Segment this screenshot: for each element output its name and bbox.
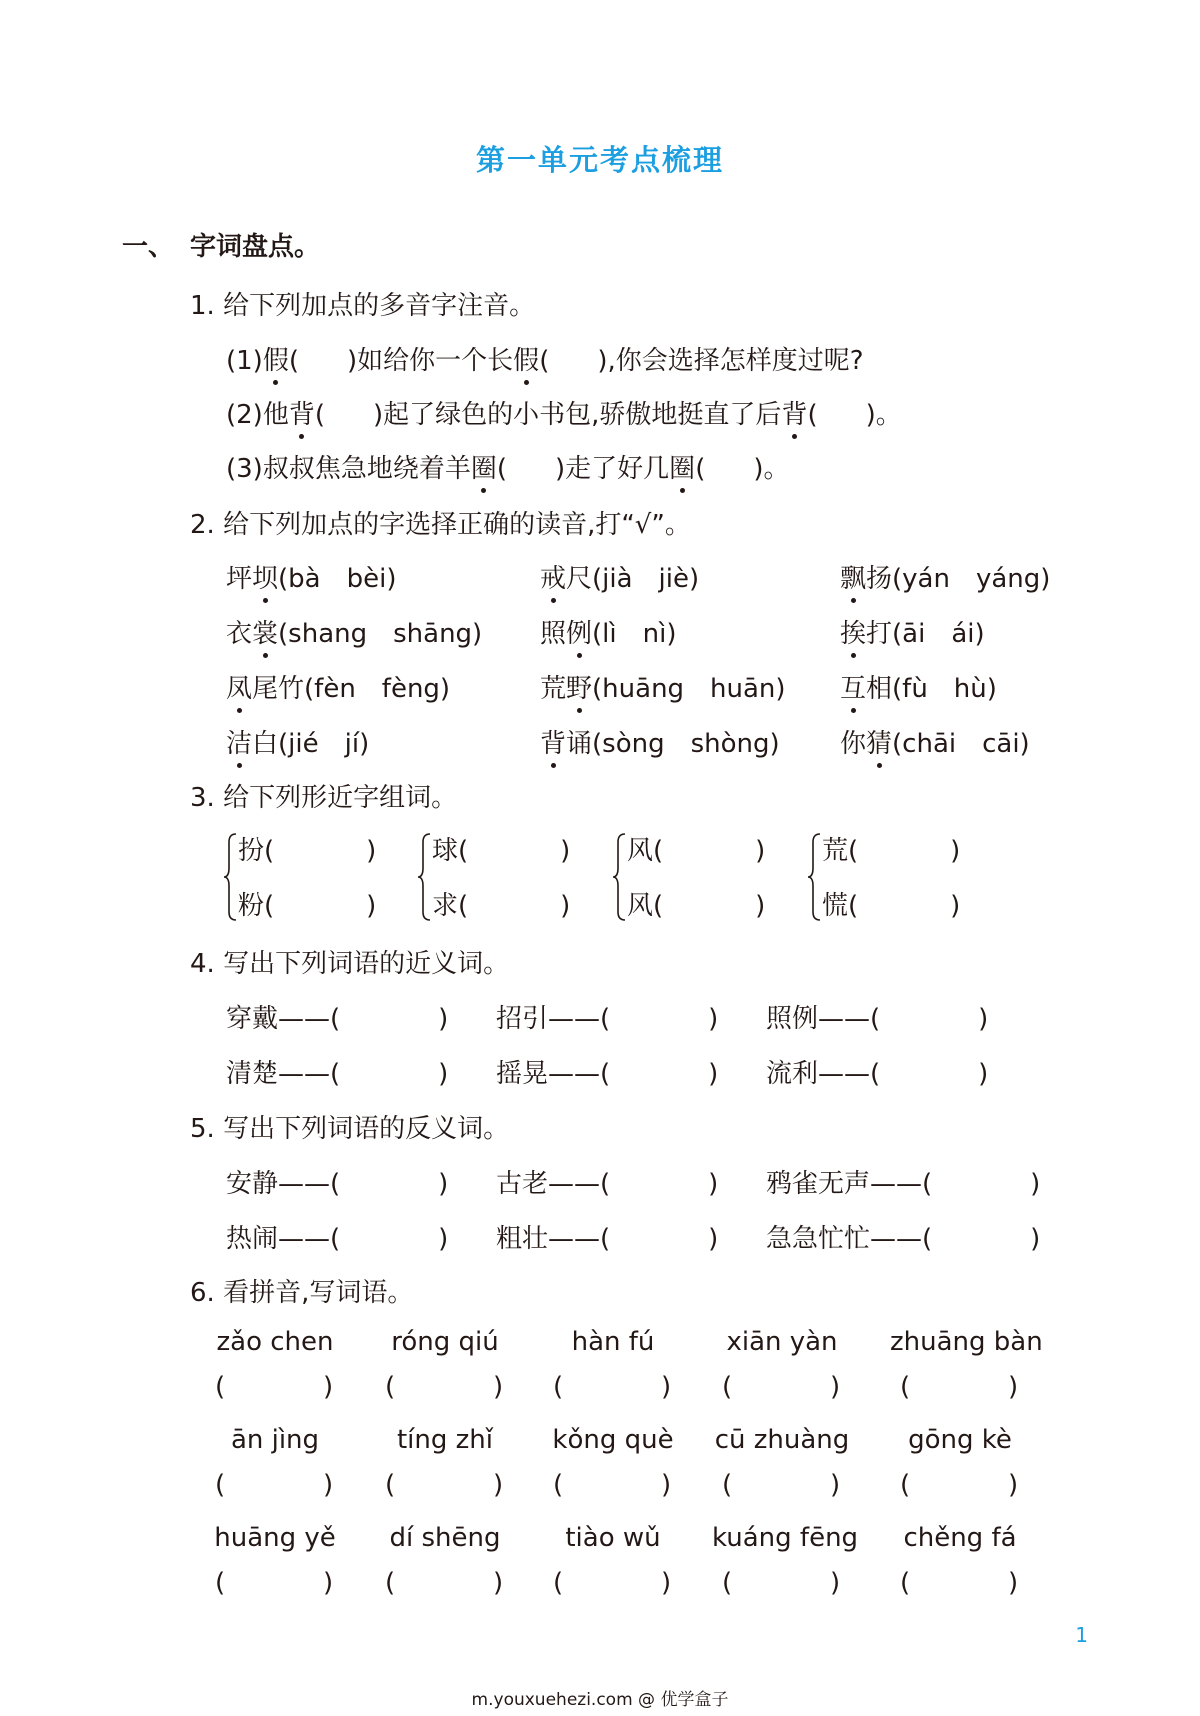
answer-close: ) xyxy=(493,1568,504,1598)
char-pair-top xyxy=(432,830,570,867)
pinyin-prompt: zhuāng bàn xyxy=(890,1327,1043,1357)
answer-close: ) xyxy=(708,1059,719,1089)
word-prompt: 热闹——( xyxy=(226,1224,341,1254)
dotted-char: 圈 xyxy=(669,448,695,485)
answer-close: ) xyxy=(708,1169,719,1199)
answer-close: ) xyxy=(1008,1568,1019,1598)
word-answer-item xyxy=(766,1053,988,1090)
pinyin-prompt: zǎo chen xyxy=(216,1327,334,1357)
answer-open: ( xyxy=(385,1470,396,1500)
page-number: 1 xyxy=(1075,1623,1088,1647)
pinyin-prompt: ān jìng xyxy=(230,1425,320,1455)
char-pair-top xyxy=(627,830,765,867)
dotted-char: 猜 xyxy=(866,723,892,760)
dotted-char: 圈 xyxy=(471,448,497,485)
answer-close: ) xyxy=(661,1470,672,1500)
answer-close: ) xyxy=(438,1169,449,1199)
pronunciation-item xyxy=(840,723,1030,760)
pronunciation-item xyxy=(840,558,1050,595)
char-label: 风( xyxy=(627,836,664,866)
pinyin-prompt: kǒng què xyxy=(552,1425,674,1455)
word-answer-item xyxy=(766,1163,1040,1200)
word-answer-item xyxy=(766,1218,1040,1255)
answer-close: ) xyxy=(978,1004,989,1034)
pinyin-prompt: tiào wǔ xyxy=(565,1523,661,1553)
pinyin-options: (lì nì) xyxy=(592,619,677,649)
pronunciation-item xyxy=(840,668,997,705)
pinyin-prompt: chěng fá xyxy=(903,1523,1017,1553)
pinyin-prompt: gōng kè xyxy=(908,1425,1012,1455)
section-heading xyxy=(122,226,320,263)
pinyin-prompt: dí shēng xyxy=(389,1523,501,1553)
word-prompt: 照例——( xyxy=(766,1004,881,1034)
answer-open: ( xyxy=(900,1470,911,1500)
pinyin-options: (bà bèi) xyxy=(278,564,397,594)
word-prompt: 安静——( xyxy=(226,1169,341,1199)
dotted-char: 背 xyxy=(781,394,807,431)
pinyin-options: (fù hù) xyxy=(892,674,997,704)
dotted-char: 假 xyxy=(513,340,539,377)
word-part: 你 xyxy=(840,729,867,759)
pronunciation-item xyxy=(226,723,369,760)
answer-close: ) xyxy=(366,836,377,866)
word-part: 坪 xyxy=(226,564,253,594)
brace-icon xyxy=(808,832,822,922)
word-part: 尾竹 xyxy=(252,674,305,704)
answer-close: ) xyxy=(1030,1169,1041,1199)
answer-close: ) xyxy=(1008,1372,1019,1402)
word-answer-item xyxy=(496,1218,718,1255)
answer-close: ) xyxy=(830,1470,841,1500)
brace-icon xyxy=(418,832,432,922)
section-number: 一、 xyxy=(122,232,175,262)
char-label: 求( xyxy=(432,891,469,921)
q1-line-2: (2)他背( )起了绿色的小书包,骄傲地挺直了后背( )。 xyxy=(226,394,902,431)
answer-open: ( xyxy=(215,1372,226,1402)
pinyin-prompt: cū zhuàng xyxy=(714,1425,850,1455)
pinyin-options: (shang shāng) xyxy=(278,619,483,649)
dotted-char: 背 xyxy=(289,394,315,431)
dotted-char: 挨 xyxy=(840,613,866,650)
char-pair-group xyxy=(418,830,588,930)
pronunciation-item xyxy=(540,613,676,650)
dotted-char: 坝 xyxy=(252,558,278,595)
answer-open: ( xyxy=(215,1568,226,1598)
question-4-heading: 4. 写出下列词语的近义词。 xyxy=(190,949,510,979)
char-pair-bottom xyxy=(432,885,570,922)
char-pair-bottom xyxy=(627,885,765,922)
answer-close: ) xyxy=(830,1568,841,1598)
word-answer-item xyxy=(766,998,988,1035)
answer-close: ) xyxy=(493,1372,504,1402)
section-label: 字词盘点。 xyxy=(190,232,321,262)
word-part: 打 xyxy=(866,619,893,649)
answer-close: ) xyxy=(830,1372,841,1402)
char-pair-top xyxy=(822,830,960,867)
char-pair-bottom xyxy=(822,885,960,922)
answer-close: ) xyxy=(661,1568,672,1598)
pinyin-prompt: xiān yàn xyxy=(726,1327,838,1357)
word-prompt: 摇晃——( xyxy=(496,1059,611,1089)
question-1-heading: 1. 给下列加点的多音字注音。 xyxy=(190,291,536,321)
answer-open: ( xyxy=(900,1568,911,1598)
char-label: 粉( xyxy=(238,891,275,921)
answer-open: ( xyxy=(553,1372,564,1402)
answer-close: ) xyxy=(438,1059,449,1089)
word-answer-item xyxy=(496,1053,718,1090)
answer-open: ( xyxy=(385,1372,396,1402)
answer-close: ) xyxy=(950,836,961,866)
answer-close: ) xyxy=(755,836,766,866)
answer-close: ) xyxy=(755,891,766,921)
pronunciation-item xyxy=(540,668,786,705)
answer-close: ) xyxy=(323,1568,334,1598)
q1-line-1: (1)假( )如给你一个长假( ),你会选择怎样度过呢? xyxy=(226,340,864,377)
word-part: 照 xyxy=(540,619,567,649)
word-prompt: 急急忙忙——( xyxy=(766,1224,933,1254)
answer-close: ) xyxy=(560,836,571,866)
answer-open: ( xyxy=(215,1470,226,1500)
footer-source: m.youxuehezi.com @ 优学盒子 xyxy=(471,1690,729,1710)
pinyin-options: (huāng huān) xyxy=(592,674,786,704)
word-part: 诵 xyxy=(566,729,593,759)
char-pair-group xyxy=(613,830,783,930)
dotted-char: 互 xyxy=(840,668,866,705)
q1-line-3: (3)叔叔焦急地绕着羊圈( )走了好几圈( )。 xyxy=(226,448,790,485)
word-prompt: 清楚——( xyxy=(226,1059,341,1089)
word-prompt: 招引——( xyxy=(496,1004,611,1034)
pronunciation-item xyxy=(226,558,396,595)
pinyin-options: (jié jí) xyxy=(278,729,370,759)
word-prompt: 粗壮——( xyxy=(496,1224,611,1254)
char-pair-group xyxy=(808,830,978,930)
dotted-char: 裳 xyxy=(252,613,278,650)
word-answer-item xyxy=(226,1053,448,1090)
pinyin-options: (chāi cāi) xyxy=(892,729,1030,759)
dotted-char: 飘 xyxy=(840,558,866,595)
answer-close: ) xyxy=(708,1004,719,1034)
question-5-heading: 5. 写出下列词语的反义词。 xyxy=(190,1114,510,1144)
answer-close: ) xyxy=(950,891,961,921)
pinyin-prompt: huāng yě xyxy=(214,1523,336,1553)
pinyin-prompt: hàn fú xyxy=(571,1327,655,1357)
answer-close: ) xyxy=(366,891,377,921)
answer-open: ( xyxy=(553,1470,564,1500)
word-answer-item xyxy=(226,998,448,1035)
answer-open: ( xyxy=(900,1372,911,1402)
char-label: 球( xyxy=(432,836,469,866)
brace-icon xyxy=(224,832,238,922)
dotted-char: 野 xyxy=(566,668,592,705)
char-pair-group xyxy=(224,830,394,930)
question-6-heading: 6. 看拼音,写词语。 xyxy=(190,1278,414,1308)
pinyin-prompt: tíng zhǐ xyxy=(396,1425,493,1455)
answer-close: ) xyxy=(560,891,571,921)
answer-close: ) xyxy=(438,1224,449,1254)
answer-open: ( xyxy=(722,1568,733,1598)
word-answer-item xyxy=(496,998,718,1035)
dotted-char: 凤 xyxy=(226,668,252,705)
pronunciation-item xyxy=(540,723,780,760)
answer-open: ( xyxy=(722,1470,733,1500)
char-pair-top xyxy=(238,830,376,867)
answer-close: ) xyxy=(1030,1224,1041,1254)
dotted-char: 例 xyxy=(566,613,592,650)
char-pair-bottom xyxy=(238,885,376,922)
word-part: 荒 xyxy=(540,674,567,704)
pronunciation-item xyxy=(840,613,985,650)
pronunciation-item xyxy=(226,613,482,650)
char-label: 风( xyxy=(627,891,664,921)
answer-close: ) xyxy=(661,1372,672,1402)
pinyin-options: (jià jiè) xyxy=(592,564,700,594)
pronunciation-item xyxy=(540,558,699,595)
answer-close: ) xyxy=(493,1470,504,1500)
word-prompt: 鸦雀无声——( xyxy=(766,1169,933,1199)
word-answer-item xyxy=(226,1218,448,1255)
word-part: 扬 xyxy=(866,564,893,594)
answer-close: ) xyxy=(323,1372,334,1402)
question-3-heading: 3. 给下列形近字组词。 xyxy=(190,783,458,813)
char-label: 慌( xyxy=(822,891,859,921)
word-part: 尺 xyxy=(566,564,593,594)
dotted-char: 假 xyxy=(263,340,289,377)
char-label: 扮( xyxy=(238,836,275,866)
word-prompt: 流利——( xyxy=(766,1059,881,1089)
answer-open: ( xyxy=(722,1372,733,1402)
page-title: 第一单元考点梳理 xyxy=(475,143,724,177)
answer-close: ) xyxy=(978,1059,989,1089)
word-answer-item xyxy=(226,1163,448,1200)
pinyin-prompt: róng qiú xyxy=(391,1327,499,1357)
answer-open: ( xyxy=(385,1568,396,1598)
pinyin-prompt: kuáng fēng xyxy=(712,1523,859,1553)
word-prompt: 穿戴——( xyxy=(226,1004,341,1034)
brace-icon xyxy=(613,832,627,922)
word-prompt: 古老——( xyxy=(496,1169,611,1199)
dotted-char: 背 xyxy=(540,723,566,760)
char-label: 荒( xyxy=(822,836,859,866)
pinyin-options: (āi ái) xyxy=(892,619,985,649)
pinyin-options: (sòng shòng) xyxy=(592,729,780,759)
pinyin-options: (yán yáng) xyxy=(892,564,1051,594)
question-2-heading: 2. 给下列加点的字选择正确的读音,打“√”。 xyxy=(190,510,691,540)
pinyin-options: (fèn fèng) xyxy=(304,674,451,704)
word-answer-item xyxy=(496,1163,718,1200)
answer-open: ( xyxy=(553,1568,564,1598)
pronunciation-item xyxy=(226,668,450,705)
answer-close: ) xyxy=(438,1004,449,1034)
word-part: 白 xyxy=(252,729,279,759)
answer-close: ) xyxy=(323,1470,334,1500)
word-part: 相 xyxy=(866,674,893,704)
word-part: 衣 xyxy=(226,619,253,649)
answer-close: ) xyxy=(1008,1470,1019,1500)
dotted-char: 洁 xyxy=(226,723,252,760)
dotted-char: 戒 xyxy=(540,558,566,595)
answer-close: ) xyxy=(708,1224,719,1254)
